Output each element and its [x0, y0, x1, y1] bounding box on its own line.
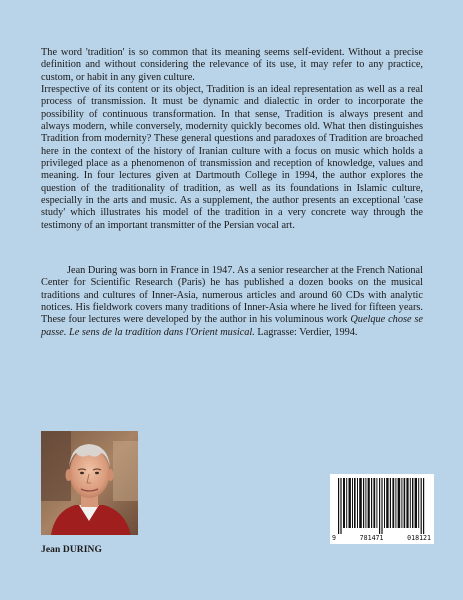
author-photo	[41, 431, 138, 535]
description-paragraph-2: Irrespective of its content or its object, Tradition is an ideal representation as well as a real process of transmission. It must be dynamic and dialectic in order to incorporate the possibility of continuous transformation. In that sense, Tradition is always present and always modern, while conversely, modernity quickly becomes old. What then distinguishes Tradition from modernity? These general questions and paradoxes of Tradition are broached here in the context of the history of Iranian culture with a focus on music which holds a privileged place as a phenomenon of transmission and reception of knowledge, values and meaning. In four lectures given at Dartmouth College in 1994, the author explores the question of the traditionality of tradition, as well as its foundations in Islamic culture, especially in the arts and music. As a supplement, the author presents an exceptional 'case study' which illustrates his model of the tradition in a very concrete way through the testimony of an important transmitter of the Persian vocal art.	[41, 84, 423, 231]
book-description	[41, 47, 423, 232]
publication-info: Lagrasse: Verdier, 1994.	[254, 326, 358, 338]
referenced-book-title: Quelque chose se passe. Le sens de la tradition dans l'Orient musical.	[41, 314, 423, 338]
isbn-prefix: 9	[332, 534, 336, 542]
isbn-number	[330, 534, 434, 542]
barcode-bars	[330, 474, 434, 534]
author-portrait-image	[41, 431, 138, 535]
description-paragraph-1: The word 'tradition' is so common that its meaning seems self-evident. Without a precise definition and without considering the relevance of its use, it may refer to any practice, custom, or habit in any given culture.	[41, 47, 423, 83]
author-biography	[41, 265, 423, 339]
biography-text: Jean During was born in France in 1947. As a senior researcher at the French National Center for Scientific Research (Paris) he has published a dozen books on the musical traditions and cultures of Inner-Asia, numerous articles and around 60 CDs with analytic notices. His fieldwork covers many traditions of Inner-Asia where he lived for fifteen years. These four lectures were developed by the author in his voluminous work	[41, 265, 423, 326]
author-name: Jean DURING	[41, 545, 103, 555]
isbn-group-right: 018121	[407, 534, 431, 542]
isbn-barcode	[330, 474, 434, 544]
isbn-group-left: 781471	[359, 534, 384, 542]
